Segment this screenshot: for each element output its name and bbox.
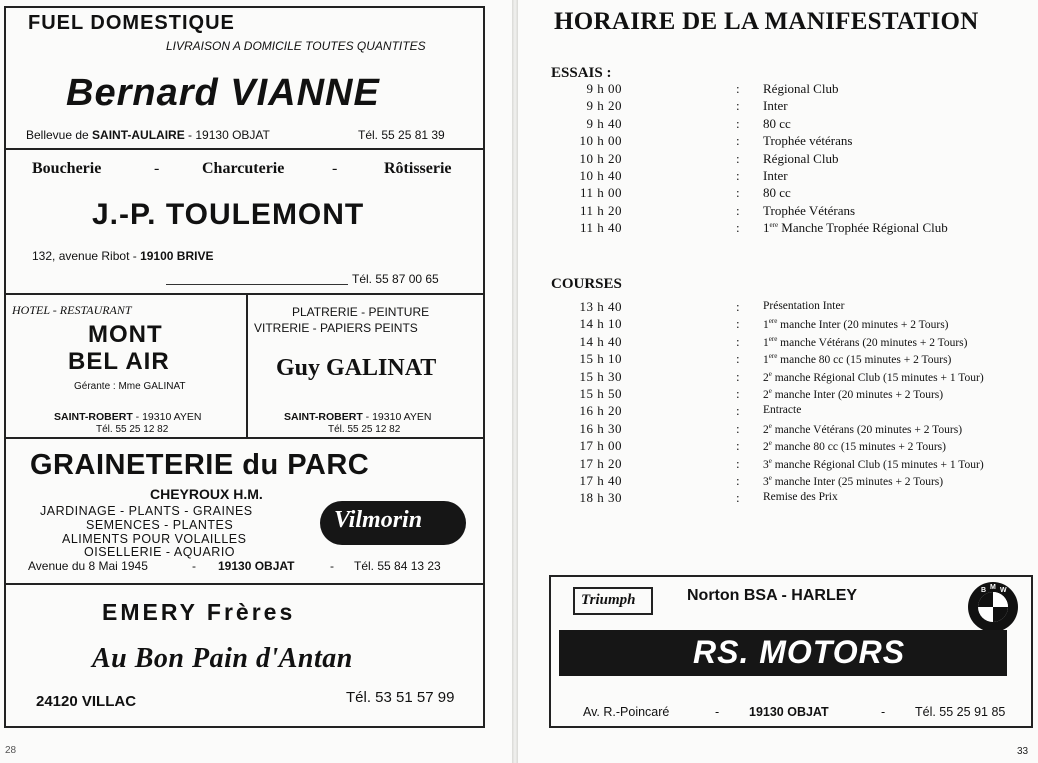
fuel-address: Bellevue de SAINT-AULAIRE - 19130 OBJAT bbox=[26, 128, 270, 142]
schedule-time: 11 h 00 bbox=[579, 185, 622, 201]
event-ordinal-suffix: e bbox=[768, 421, 772, 430]
event-text: Trophée Vétérans bbox=[763, 202, 856, 218]
schedule-colon: : bbox=[736, 220, 740, 236]
event-text: 80 cc bbox=[763, 185, 791, 201]
boucherie-address: 132, avenue Ribot - 19100 BRIVE bbox=[32, 249, 214, 263]
schedule-event bbox=[763, 422, 962, 436]
graineterie-owner: CHEYROUX H.M. bbox=[150, 486, 263, 502]
event-ordinal: 2 bbox=[763, 389, 769, 401]
event-text: Inter bbox=[763, 98, 788, 114]
schedule-time: 17 h 00 bbox=[579, 438, 622, 454]
schedule-colon: : bbox=[736, 150, 740, 166]
schedule-colon: : bbox=[736, 473, 740, 488]
schedule-time: 15 h 10 bbox=[579, 351, 622, 367]
schedule-event bbox=[763, 203, 855, 219]
event-text: Entracte bbox=[763, 404, 802, 417]
event-ordinal: 1 bbox=[763, 354, 769, 367]
schedule-event bbox=[763, 98, 788, 114]
graineterie-phone: Tél. 55 84 13 23 bbox=[354, 559, 441, 573]
schedule-colon: : bbox=[736, 202, 740, 218]
platrerie-address: SAINT-ROBERT - 19310 AYEN bbox=[284, 411, 432, 423]
platrerie-phone: Tél. 55 25 12 82 bbox=[328, 424, 401, 435]
schedule-colon: : bbox=[736, 438, 740, 454]
rs-dash-1: - bbox=[715, 705, 720, 719]
fuel-title: FUEL DOMESTIQUE bbox=[28, 12, 235, 34]
schedule-event bbox=[763, 457, 984, 471]
schedule-event bbox=[763, 335, 967, 349]
left-page-number: 28 bbox=[5, 745, 17, 756]
left-page bbox=[0, 0, 512, 763]
boucherie-label: Boucherie bbox=[32, 160, 102, 177]
schedule-time: 15 h 30 bbox=[579, 368, 622, 384]
schedule-colon: : bbox=[736, 133, 740, 149]
schedule-colon: : bbox=[736, 490, 740, 506]
schedule-colon: : bbox=[736, 299, 740, 314]
event-ordinal-suffix: e bbox=[768, 439, 772, 448]
graineterie-dash-1: - bbox=[192, 559, 196, 573]
right-page bbox=[518, 0, 1038, 763]
ad-rs-motors bbox=[549, 575, 1033, 728]
schedule-colon: : bbox=[736, 420, 740, 436]
schedule-event bbox=[763, 404, 801, 416]
event-ordinal: 1 bbox=[763, 220, 770, 236]
charcuterie-dash: - bbox=[332, 160, 338, 177]
boucherie-dash: - bbox=[154, 160, 160, 177]
platrerie-line-1: PLATRERIE - PEINTURE bbox=[292, 305, 430, 319]
ad-hotel-mont-bel-air bbox=[4, 293, 248, 439]
ad-emery-freres bbox=[4, 583, 485, 728]
schedule-colon: : bbox=[736, 316, 740, 332]
rs-phone: Tél. 55 25 91 85 bbox=[915, 705, 1006, 719]
schedule-event bbox=[763, 370, 984, 384]
hotel-phone: Tél. 55 25 12 82 bbox=[96, 424, 169, 435]
event-text: Manche Trophée Régional Club bbox=[778, 220, 948, 236]
event-ordinal-suffix: ere bbox=[769, 221, 779, 230]
emery-phone: Tél. 53 51 57 99 bbox=[346, 689, 455, 706]
event-text: manche Inter (20 minutes + 2 Tours) bbox=[777, 319, 949, 332]
event-text: manche Inter (25 minutes + 2 Tours) bbox=[771, 476, 944, 488]
event-ordinal: 3 bbox=[763, 476, 769, 488]
schedule-colon: : bbox=[736, 168, 740, 183]
event-text: Remise des Prix bbox=[763, 491, 838, 504]
schedule-time: 10 h 00 bbox=[579, 133, 622, 149]
schedule-event bbox=[763, 168, 788, 184]
vilmorin-logo bbox=[320, 501, 466, 545]
schedule-event bbox=[763, 116, 791, 132]
graineterie-town: 19130 OBJAT bbox=[218, 559, 295, 573]
event-ordinal: 3 bbox=[763, 458, 769, 471]
schedule-event bbox=[763, 387, 943, 401]
emery-name: EMERY Frères bbox=[102, 599, 296, 625]
platrerie-line-2: VITRERIE - PAPIERS PEINTS bbox=[254, 321, 418, 335]
schedule-event bbox=[763, 133, 852, 149]
schedule-event bbox=[763, 474, 943, 488]
event-ordinal-suffix: ere bbox=[768, 317, 778, 326]
graineterie-address: Avenue du 8 Mai 1945 bbox=[28, 559, 148, 573]
schedule-time: 11 h 40 bbox=[579, 220, 622, 236]
event-ordinal-suffix: e bbox=[768, 387, 772, 395]
schedule-colon: : bbox=[736, 115, 740, 131]
event-text: manche Vétérans (20 minutes + 2 Tours) bbox=[777, 336, 968, 349]
boucherie-name: J.-P. TOULEMONT bbox=[92, 198, 365, 231]
event-text: manche 80 cc (15 minutes + 2 Tours) bbox=[771, 441, 946, 454]
event-text: manche 80 cc (15 minutes + 2 Tours) bbox=[777, 354, 952, 367]
schedule-colon: : bbox=[736, 455, 740, 471]
schedule-event bbox=[763, 439, 946, 453]
schedule-time: 17 h 40 bbox=[579, 473, 622, 488]
essais-heading: ESSAIS : bbox=[551, 65, 612, 81]
event-ordinal: 2 bbox=[763, 441, 769, 454]
schedule-colon: : bbox=[736, 386, 740, 401]
event-ordinal: 2 bbox=[763, 423, 769, 436]
event-ordinal-suffix: e bbox=[768, 474, 772, 482]
rotisserie-label: Rôtisserie bbox=[384, 160, 452, 177]
event-ordinal-suffix: ere bbox=[768, 334, 778, 343]
rs-dash-2: - bbox=[881, 705, 886, 719]
ad-boucherie-toulemont bbox=[4, 148, 485, 295]
triumph-logo bbox=[573, 587, 653, 615]
triumph-text: Triumph bbox=[581, 592, 636, 608]
schedule-event bbox=[763, 491, 838, 503]
hotel-name-1: MONT bbox=[88, 321, 163, 348]
fuel-phone: Tél. 55 25 81 39 bbox=[358, 128, 445, 142]
schedule-time: 10 h 20 bbox=[579, 150, 622, 166]
schedule-time: 11 h 20 bbox=[579, 202, 622, 218]
platrerie-name: Guy GALINAT bbox=[276, 355, 437, 381]
schedule-event bbox=[763, 81, 838, 97]
event-ordinal: 1 bbox=[763, 319, 769, 332]
schedule-colon: : bbox=[736, 368, 740, 384]
graineterie-line-4: OISELLERIE - AQUARIO bbox=[84, 545, 236, 559]
schedule-event bbox=[763, 300, 844, 312]
hotel-address: SAINT-ROBERT - 19310 AYEN bbox=[54, 411, 202, 423]
schedule-time: 15 h 50 bbox=[579, 386, 622, 401]
hotel-manager: Gérante : Mme GALINAT bbox=[74, 381, 186, 392]
schedule-time: 14 h 40 bbox=[579, 333, 622, 349]
event-text: Présentation Inter bbox=[763, 300, 845, 312]
schedule-colon: : bbox=[736, 351, 740, 367]
hotel-type: HOTEL - RESTAURANT bbox=[12, 303, 132, 317]
schedule-time: 16 h 20 bbox=[579, 403, 622, 419]
schedule-time: 10 h 40 bbox=[579, 168, 622, 183]
schedule-colon: : bbox=[736, 333, 740, 349]
event-ordinal-suffix: e bbox=[768, 369, 772, 378]
right-page-number: 33 bbox=[1017, 746, 1029, 757]
ad-fuel-domestique bbox=[4, 6, 485, 150]
event-ordinal: 2 bbox=[763, 371, 769, 384]
schedule-event bbox=[763, 317, 949, 331]
event-text: manche Régional Club (15 minutes + 1 Tour) bbox=[771, 371, 984, 384]
boucherie-phone-line bbox=[166, 284, 348, 285]
bmw-logo bbox=[967, 581, 1019, 633]
schedule-event bbox=[763, 151, 838, 167]
rs-brands: Norton BSA - HARLEY bbox=[687, 587, 858, 604]
hotel-name-2: BEL AIR bbox=[68, 348, 170, 375]
emery-slogan: Au Bon Pain d'Antan bbox=[92, 643, 353, 674]
event-text: Trophée vétérans bbox=[763, 133, 853, 149]
schedule-colon: : bbox=[736, 185, 740, 201]
schedule-time: 18 h 30 bbox=[579, 490, 622, 506]
fuel-name: Bernard VIANNE bbox=[66, 72, 380, 114]
ad-graineterie-du-parc bbox=[4, 437, 485, 585]
event-ordinal: 1 bbox=[763, 336, 769, 349]
schedule-time: 9 h 20 bbox=[586, 98, 622, 114]
schedule-event bbox=[763, 352, 951, 366]
graineterie-name: GRAINETERIE du PARC bbox=[30, 449, 370, 481]
schedule-time: 14 h 10 bbox=[579, 316, 622, 332]
courses-heading: COURSES bbox=[551, 276, 622, 292]
bmw-letter-m: M bbox=[990, 584, 996, 591]
schedule-colon: : bbox=[736, 98, 740, 114]
event-ordinal-suffix: ere bbox=[768, 352, 778, 361]
event-text: Régional Club bbox=[763, 81, 839, 96]
event-text: manche Vétérans (20 minutes + 2 Tours) bbox=[771, 423, 963, 436]
event-text: Régional Club bbox=[763, 150, 839, 166]
bmw-letter-b: B bbox=[981, 587, 987, 594]
schedule-time: 16 h 30 bbox=[579, 420, 622, 436]
boucherie-phone: Tél. 55 87 00 65 bbox=[352, 272, 439, 286]
schedule-time: 9 h 00 bbox=[586, 81, 622, 96]
schedule-time: 17 h 20 bbox=[579, 455, 622, 471]
event-text: manche Régional Club (15 minutes + 1 Tour) bbox=[771, 458, 984, 471]
graineterie-line-1: JARDINAGE - PLANTS - GRAINES bbox=[40, 504, 253, 518]
emery-town: 24120 VILLAC bbox=[36, 693, 137, 710]
schedule-colon: : bbox=[736, 403, 740, 419]
schedule-title: HORAIRE DE LA MANIFESTATION bbox=[554, 8, 979, 35]
schedule-event bbox=[763, 185, 791, 201]
bmw-letter-w: W bbox=[1000, 587, 1007, 594]
schedule-colon: : bbox=[736, 81, 740, 96]
graineterie-dash-2: - bbox=[330, 559, 334, 573]
graineterie-line-2: SEMENCES - PLANTES bbox=[86, 518, 234, 532]
schedule-event bbox=[763, 220, 948, 236]
vilmorin-text: Vilmorin bbox=[334, 507, 423, 533]
schedule-time: 13 h 40 bbox=[579, 299, 622, 314]
rs-motors-banner bbox=[559, 630, 1007, 676]
schedule-time: 9 h 40 bbox=[586, 115, 622, 131]
event-text: 80 cc bbox=[763, 115, 791, 131]
charcuterie-label: Charcuterie bbox=[202, 160, 285, 177]
ad-platrerie-galinat bbox=[246, 293, 485, 439]
fuel-subtitle: LIVRAISON A DOMICILE TOUTES QUANTITES bbox=[166, 39, 426, 53]
rs-address: Av. R.-Poincaré bbox=[583, 705, 670, 719]
rs-town: 19130 OBJAT bbox=[749, 705, 829, 719]
rs-motors-name: RS. MOTORS bbox=[693, 634, 906, 670]
graineterie-line-3: ALIMENTS POUR VOLAILLES bbox=[62, 532, 247, 546]
event-text: manche Inter (20 minutes + 2 Tours) bbox=[771, 389, 944, 401]
event-ordinal-suffix: e bbox=[768, 456, 772, 465]
event-text: Inter bbox=[763, 168, 788, 183]
